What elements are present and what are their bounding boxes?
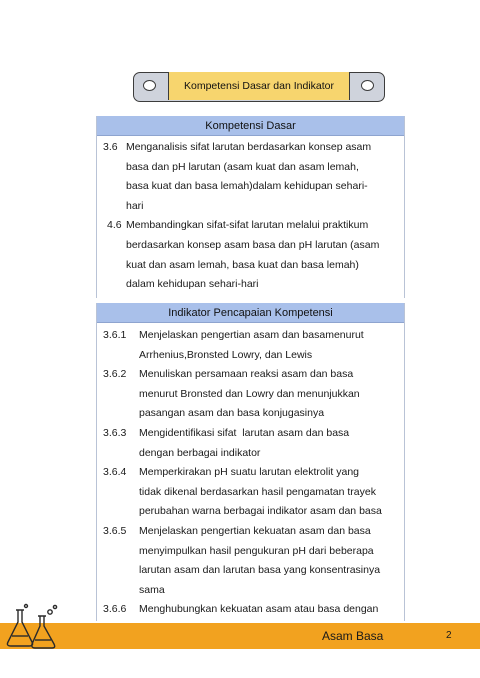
left-ring-icon [143, 80, 156, 91]
kd-line: hari [126, 199, 144, 212]
indikator-table [96, 303, 405, 621]
lab-flask-icon [2, 602, 66, 652]
indikator-line: perubahan warna berbagai indikator asam dan basa [139, 505, 382, 518]
indikator-line: sama [139, 583, 165, 596]
indikator-line: menyimpulkan hasil pengukuran pH dari beberapa [139, 544, 374, 557]
kd-line: berdasarkan konsep asam basa dan pH larutan (asam [126, 238, 380, 251]
indikator-number: 3.6.1 [103, 329, 127, 341]
indikator-number: 3.6.4 [103, 466, 127, 479]
kd-line: basa dan pH larutan (asam kuat dan asam lemah, [126, 160, 359, 173]
indikator-number: 3.6.6 [103, 603, 127, 616]
indikator-list [97, 323, 404, 620]
indikator-item [97, 424, 404, 463]
kompetensi-dasar-table [96, 116, 405, 298]
indikator-line: Menjelaskan pengertian asam dan basamenurut [139, 329, 364, 341]
kd-line: kuat dan asam lemah, basa kuat dan basa lemah) [126, 258, 359, 271]
kd-line: basa kuat dan basa lemah)dalam kehidupan sehari- [126, 180, 368, 193]
indikator-line: Menjelaskan pengertian kekuatan asam dan basa [139, 524, 371, 537]
page-number: 2 [446, 630, 452, 641]
kompetensi-dasar-list [97, 136, 404, 295]
indikator-line: Memperkirakan pH suatu larutan elektrolit yang [139, 466, 360, 479]
indikator-line: Menuliskan persamaan reaksi asam dan basa [139, 368, 354, 381]
indikator-item [97, 600, 404, 620]
indikator-item [97, 365, 404, 424]
right-ring-icon [361, 80, 374, 91]
footer-bar [0, 623, 480, 649]
banner-title: Kompetensi Dasar dan Indikator [168, 72, 350, 100]
kompetensi-dasar-item [97, 216, 404, 294]
kd-line: Menganalisis sifat larutan berdasarkan konsep asam [126, 141, 372, 153]
kompetensi-dasar-item [97, 138, 404, 216]
indikator-line: Arrhenius,Bronsted Lowry, dan Lewis [139, 348, 313, 361]
indikator-line: Mengidentifikasi sifat larutan asam dan basa [139, 426, 350, 439]
kd-number: 3.6 [103, 141, 118, 153]
footer-title: Asam Basa [322, 629, 384, 643]
indikator-item [97, 522, 404, 600]
section-banner [133, 72, 385, 102]
indikator-line: menurut Bronsted dan Lowry dan menunjukkan [139, 387, 360, 400]
indikator-line: pasangan asam dan basa konjugasinya [139, 407, 325, 420]
indikator-line: dengan berbagai indikator [139, 446, 261, 459]
indikator-item [97, 463, 404, 522]
kd-line: dalam kehidupan sehari-hari [126, 278, 259, 291]
kd-number: 4.6 [107, 219, 122, 232]
indikator-header: Indikator Pencapaian Kompetensi [97, 303, 404, 323]
kompetensi-dasar-header: Kompetensi Dasar [97, 116, 404, 136]
indikator-number: 3.6.2 [103, 368, 127, 381]
indikator-number: 3.6.3 [103, 426, 127, 439]
indikator-line: tidak dikenal berdasarkan hasil pengamatan trayek [139, 485, 376, 498]
indikator-line: larutan asam dan larutan basa yang konsentrasinya [139, 564, 381, 577]
kd-line: Membandingkan sifat-sifat larutan melalui praktikum [126, 219, 369, 232]
indikator-item [97, 326, 404, 365]
indikator-number: 3.6.5 [103, 524, 127, 537]
indikator-line: Menghubungkan kekuatan asam atau basa dengan [139, 603, 379, 616]
